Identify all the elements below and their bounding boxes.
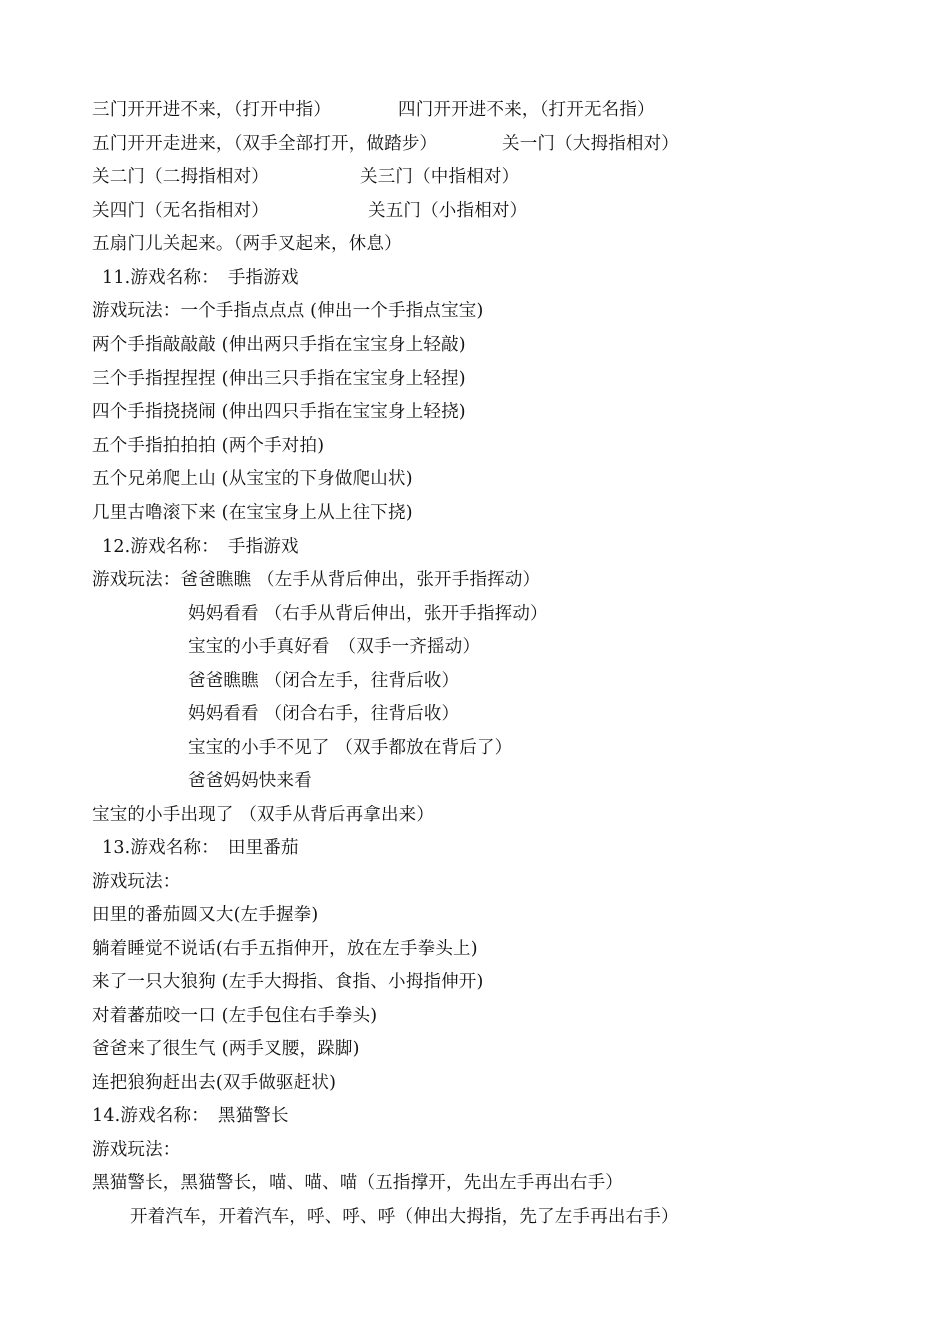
section-heading: 11.游戏名称： 手指游戏 [102, 268, 299, 288]
text-line: 游戏玩法： [92, 1140, 181, 1160]
text-line: 两个手指敲敲敲 (伸出两只手指在宝宝身上轻敲) [92, 335, 466, 355]
text-line: 妈妈看看 （右手从背后伸出，张开手指挥动） [188, 604, 548, 624]
text-line: 躺着睡觉不说话(右手五指伸开，放在左手拳头上) [92, 939, 478, 959]
text-line: 五个兄弟爬上山 (从宝宝的下身做爬山状) [92, 469, 413, 489]
text-line: 四个手指挠挠闹 (伸出四只手指在宝宝身上轻挠) [92, 402, 466, 422]
text-line [92, 194, 528, 228]
text-line: 爸爸妈妈快来看 [188, 771, 312, 791]
text-line [92, 160, 520, 194]
text-line: 五个手指拍拍拍 (两个手对拍) [92, 436, 325, 456]
text-segment: 三门开开进不来，（打开中指） [92, 100, 332, 120]
text-segment: 关三门（中指相对） [360, 167, 520, 187]
section-heading: 12.游戏名称： 手指游戏 [102, 537, 299, 557]
text-line [92, 93, 655, 127]
text-line: 田里的番茄圆又大(左手握拳) [92, 905, 319, 925]
text-line: 游戏玩法：一个手指点点点 (伸出一个手指点宝宝) [92, 301, 484, 321]
text-line: 宝宝的小手不见了 （双手都放在背后了） [188, 738, 513, 758]
text-segment: 关五门（小指相对） [368, 201, 528, 221]
text-segment: 五门开开走进来，（双手全部打开，做踏步） [92, 134, 438, 154]
text-line [92, 127, 679, 161]
text-line: 对着蕃茄咬一口 (左手包住右手拳头) [92, 1006, 378, 1026]
text-line: 游戏玩法：爸爸瞧瞧 （左手从背后伸出，张开手指挥动） [92, 570, 541, 590]
text-line: 五扇门儿关起来。（两手叉起来，休息） [92, 234, 402, 254]
text-line: 宝宝的小手出现了 （双手从背后再拿出来） [92, 805, 435, 825]
text-segment: 关二门（二拇指相对） [92, 167, 269, 187]
section-heading: 13.游戏名称： 田里番茄 [102, 838, 299, 858]
text-line: 来了一只大狼狗 (左手大拇指、食指、小拇指伸开) [92, 972, 484, 992]
text-segment: 关一门（大拇指相对） [502, 134, 679, 154]
text-line: 妈妈看看 （闭合右手，往背后收） [188, 704, 460, 724]
text-segment: 四门开开进不来，（打开无名指） [398, 100, 655, 120]
text-line: 几里古噜滚下来 (在宝宝身上从上往下挠) [92, 503, 413, 523]
text-line: 游戏玩法： [92, 872, 181, 892]
text-line: 爸爸瞧瞧 （闭合左手，往背后收） [188, 671, 460, 691]
text-line: 宝宝的小手真好看 （双手一齐摇动） [188, 637, 481, 657]
text-line: 黑猫警长，黑猫警长，喵、喵、喵（五指撑开，先出左手再出右手） [92, 1173, 623, 1193]
section-heading: 14.游戏名称： 黑猫警长 [92, 1106, 289, 1126]
text-line: 连把狼狗赶出去(双手做驱赶状) [92, 1073, 337, 1093]
text-line: 爸爸来了很生气 (两手叉腰，跺脚) [92, 1039, 360, 1059]
text-line: 开着汽车，开着汽车，呼、呼、呼（伸出大拇指，先了左手再出右手） [130, 1207, 679, 1227]
text-line: 三个手指捏捏捏 (伸出三只手指在宝宝身上轻捏) [92, 369, 466, 389]
text-segment: 关四门（无名指相对） [92, 201, 269, 221]
